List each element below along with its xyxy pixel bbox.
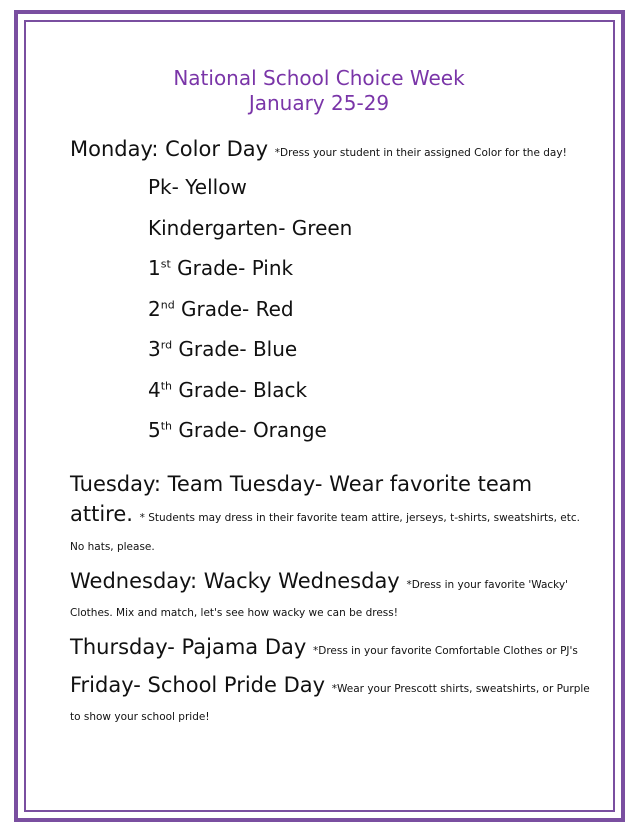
thursday-line <box>70 633 590 661</box>
wednesday-block <box>70 567 590 623</box>
schedule <box>70 135 590 737</box>
flyer-header <box>0 66 638 116</box>
friday-title: Friday- School Pride Day <box>70 672 326 697</box>
tuesday-block <box>70 469 590 557</box>
tuesday-line <box>70 469 590 557</box>
grade-item: 5th Grade- Orange <box>148 418 327 442</box>
header-title: National School Choice Week <box>173 66 465 90</box>
header-dates: January 25-29 <box>248 91 390 115</box>
friday-line <box>70 671 590 727</box>
friday-block <box>70 671 590 727</box>
tuesday-note: * Students may dress in their favorite team attire, jerseys, t-shirts, sweatshirts, etc. No hats, please. <box>70 511 580 553</box>
wednesday-title: Wednesday: Wacky Wednesday <box>70 568 400 593</box>
thursday-title: Thursday- Pajama Day <box>70 634 307 659</box>
monday-block <box>70 135 590 459</box>
grade-item: 1st Grade- Pink <box>148 256 294 280</box>
monday-title: Monday: Color Day <box>70 137 269 161</box>
thursday-block <box>70 633 590 661</box>
grade-item: 4th Grade- Black <box>148 377 308 402</box>
grade-item: 2nd Grade- Red <box>148 296 294 321</box>
monday-note: *Dress your student in their assigned Color for the day! <box>274 147 567 159</box>
wednesday-line <box>70 567 590 623</box>
grade-color-list <box>148 175 590 459</box>
friday-note: *Wear your Prescott shirts, sweatshirts, or Purple to show your school pride! <box>70 682 590 723</box>
tuesday-title: Tuesday: Team Tuesday- Wear favorite team attire. <box>70 471 533 526</box>
thursday-note: *Dress in your favorite Comfortable Clothes or PJ's <box>312 644 578 657</box>
monday-line <box>70 135 590 163</box>
wednesday-note: *Dress in your favorite 'Wacky' Clothes. Mix and match, let's see how wacky we can be dress! <box>70 578 568 619</box>
grade-item: Kindergarten- Green <box>148 215 353 240</box>
grade-item: Pk- Yellow <box>148 175 247 199</box>
grade-item: 3rd Grade- Blue <box>148 337 298 361</box>
